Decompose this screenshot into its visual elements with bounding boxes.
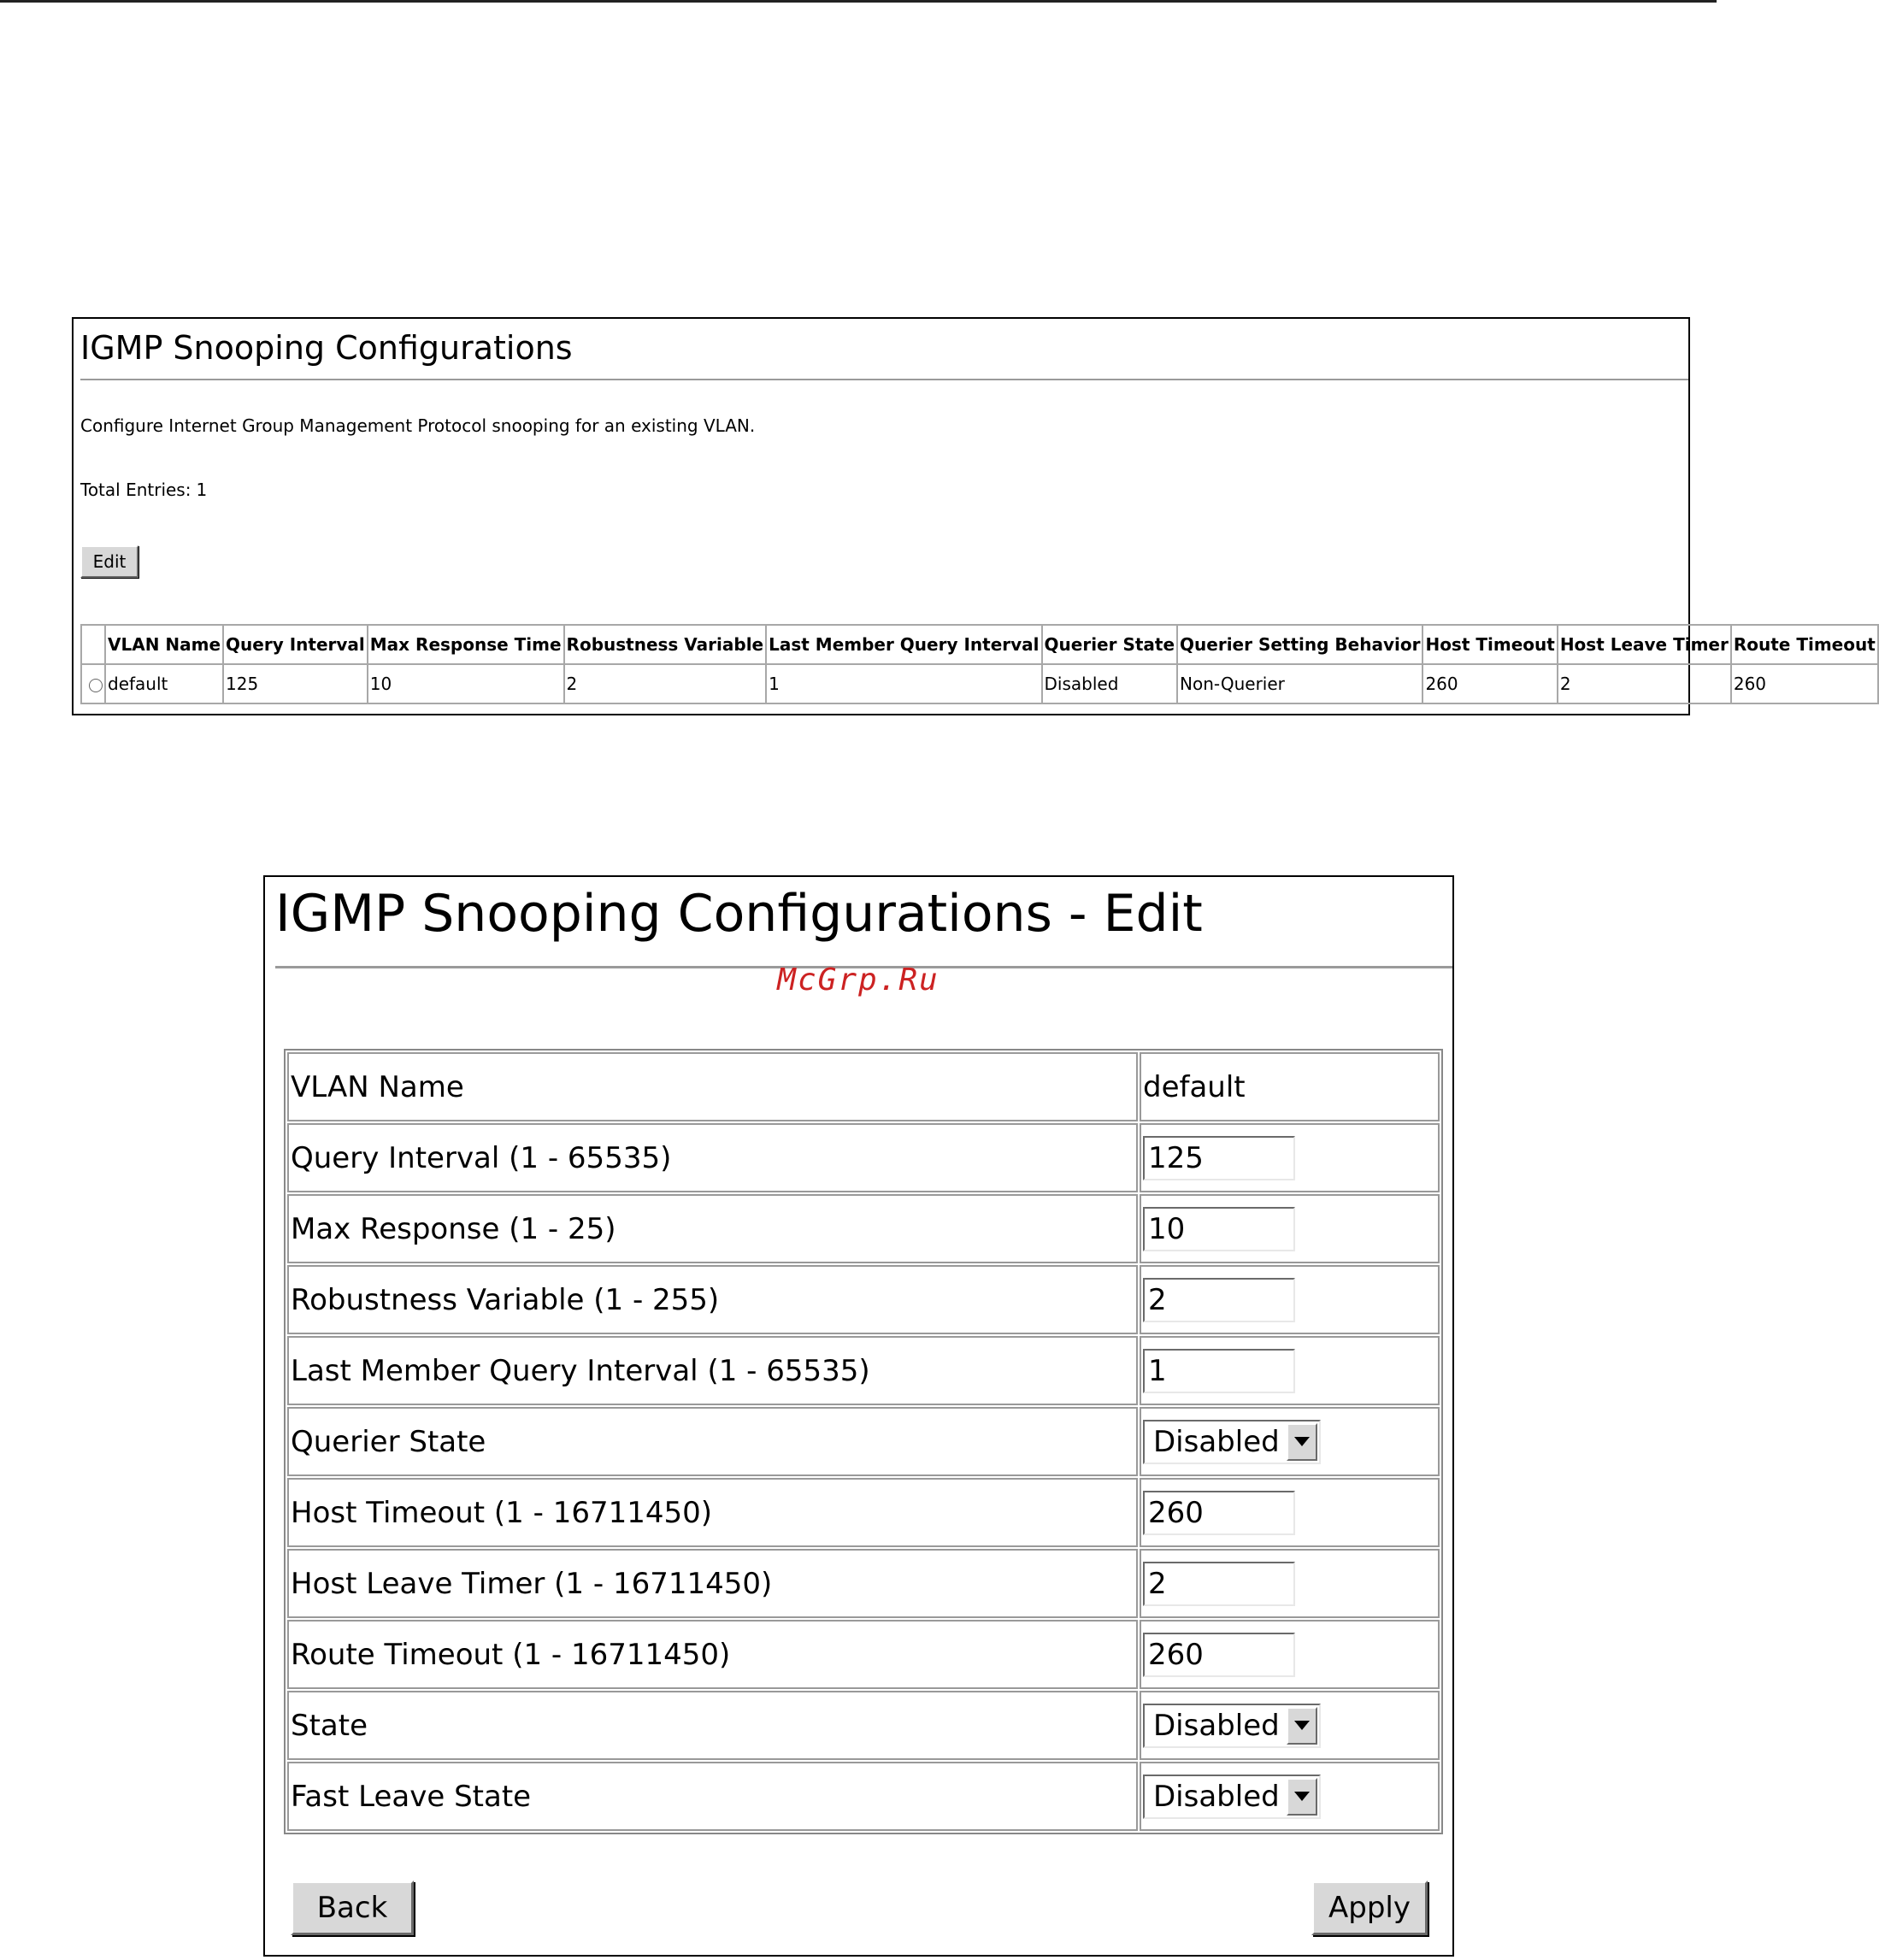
select-column-header <box>81 625 105 664</box>
cell-querier-state: Disabled <box>1042 664 1178 703</box>
table-header-row <box>81 625 1878 664</box>
column-header-querier-state: Querier State <box>1042 625 1178 664</box>
form-row-max-response <box>287 1194 1440 1263</box>
igmp-list-panel <box>72 317 1876 715</box>
max-response-cell <box>1140 1194 1440 1263</box>
column-header-host-timeout: Host Timeout <box>1423 625 1557 664</box>
total-entries <box>80 480 207 500</box>
form-row-fast-leave-state <box>287 1762 1440 1831</box>
column-header-query-interval: Query Interval <box>223 625 368 664</box>
column-header-querier-setting-behavior: Querier Setting Behavior <box>1177 625 1423 664</box>
querier-state-cell <box>1140 1407 1440 1476</box>
host-leave-timer-input[interactable] <box>1143 1562 1295 1606</box>
route-timeout-cell <box>1140 1620 1440 1689</box>
fast-leave-state-label: Fast Leave State <box>287 1762 1138 1831</box>
dropdown-arrow-button[interactable] <box>1287 1707 1317 1745</box>
max-response-input[interactable] <box>1143 1207 1295 1251</box>
edit-form-table <box>284 1049 1443 1834</box>
igmp-edit-panel <box>263 875 1454 1957</box>
total-entries-value: 1 <box>196 480 208 500</box>
form-row-last-member-query-interval <box>287 1336 1440 1405</box>
route-timeout-label: Route Timeout (1 - 16711450) <box>287 1620 1138 1689</box>
form-row-robustness <box>287 1265 1440 1334</box>
column-header-host-leave-timer: Host Leave Timer <box>1558 625 1731 664</box>
host-leave-timer-label: Host Leave Timer (1 - 16711450) <box>287 1549 1138 1618</box>
cell-robustness-variable: 2 <box>564 664 767 703</box>
last-member-query-interval-label: Last Member Query Interval (1 - 65535) <box>287 1336 1138 1405</box>
apply-button[interactable]: Apply <box>1311 1881 1428 1935</box>
cell-route-timeout: 260 <box>1731 664 1878 703</box>
form-row-route-timeout <box>287 1620 1440 1689</box>
row-select-radio[interactable] <box>89 679 103 692</box>
querier-state-select[interactable] <box>1143 1420 1321 1464</box>
edit-panel-title: IGMP Snooping Configurations - Edit <box>275 884 1203 944</box>
cell-vlan-name: default <box>105 664 223 703</box>
form-row-host-leave-timer <box>287 1549 1440 1618</box>
host-timeout-input[interactable] <box>1143 1491 1295 1535</box>
state-selected: Disabled <box>1153 1708 1280 1743</box>
cell-max-response-time: 10 <box>368 664 564 703</box>
cell-host-timeout: 260 <box>1423 664 1557 703</box>
column-header-last-member-query-interval: Last Member Query Interval <box>766 625 1041 664</box>
list-panel-title: IGMP Snooping Configurations <box>80 329 573 367</box>
form-row-host-timeout <box>287 1478 1440 1547</box>
cell-querier-setting-behavior: Non-Querier <box>1177 664 1423 703</box>
state-select[interactable] <box>1143 1704 1321 1748</box>
chevron-down-icon <box>1294 1792 1310 1801</box>
form-row-state <box>287 1691 1440 1760</box>
watermark-text: McGrp.Ru <box>777 962 940 998</box>
table-row <box>81 664 1878 703</box>
robustness-variable-cell <box>1140 1265 1440 1334</box>
edit-button[interactable]: Edit <box>80 545 138 578</box>
last-member-query-interval-cell <box>1140 1336 1440 1405</box>
title-divider <box>80 379 1688 380</box>
query-interval-label: Query Interval (1 - 65535) <box>287 1123 1138 1192</box>
host-leave-timer-cell <box>1140 1549 1440 1618</box>
state-cell <box>1140 1691 1440 1760</box>
igmp-table <box>80 624 1879 704</box>
chevron-down-icon <box>1294 1721 1310 1730</box>
query-interval-input[interactable] <box>1143 1136 1295 1180</box>
column-header-vlan-name: VLAN Name <box>105 625 223 664</box>
list-panel-description: Configure Internet Group Management Protocol snooping for an existing VLAN. <box>80 415 756 436</box>
total-entries-label: Total Entries: <box>80 480 191 500</box>
cell-host-leave-timer: 2 <box>1558 664 1731 703</box>
route-timeout-input[interactable] <box>1143 1633 1295 1677</box>
form-row-vlan-name <box>287 1052 1440 1121</box>
last-member-query-interval-input[interactable] <box>1143 1349 1295 1393</box>
cell-last-member-query-interval: 1 <box>766 664 1041 703</box>
max-response-label: Max Response (1 - 25) <box>287 1194 1138 1263</box>
column-header-max-response-time: Max Response Time <box>368 625 564 664</box>
fast-leave-state-select[interactable] <box>1143 1775 1321 1819</box>
form-row-querier-state <box>287 1407 1440 1476</box>
chevron-down-icon <box>1294 1437 1310 1446</box>
robustness-variable-label: Robustness Variable (1 - 255) <box>287 1265 1138 1334</box>
query-interval-cell <box>1140 1123 1440 1192</box>
fast-leave-state-cell <box>1140 1762 1440 1831</box>
vlan-name-value: default <box>1140 1052 1440 1121</box>
state-label: State <box>287 1691 1138 1760</box>
column-header-route-timeout: Route Timeout <box>1731 625 1878 664</box>
row-select-cell <box>81 664 105 703</box>
page-top-rule <box>0 0 1717 3</box>
vlan-name-label: VLAN Name <box>287 1052 1138 1121</box>
back-button[interactable]: Back <box>291 1881 414 1935</box>
column-header-robustness-variable: Robustness Variable <box>564 625 767 664</box>
querier-state-selected: Disabled <box>1153 1424 1280 1459</box>
dropdown-arrow-button[interactable] <box>1287 1778 1317 1816</box>
cell-query-interval: 125 <box>223 664 368 703</box>
robustness-variable-input[interactable] <box>1143 1278 1295 1322</box>
host-timeout-cell <box>1140 1478 1440 1547</box>
host-timeout-label: Host Timeout (1 - 16711450) <box>287 1478 1138 1547</box>
querier-state-label: Querier State <box>287 1407 1138 1476</box>
dropdown-arrow-button[interactable] <box>1287 1423 1317 1461</box>
fast-leave-state-selected: Disabled <box>1153 1779 1280 1814</box>
form-row-query-interval <box>287 1123 1440 1192</box>
